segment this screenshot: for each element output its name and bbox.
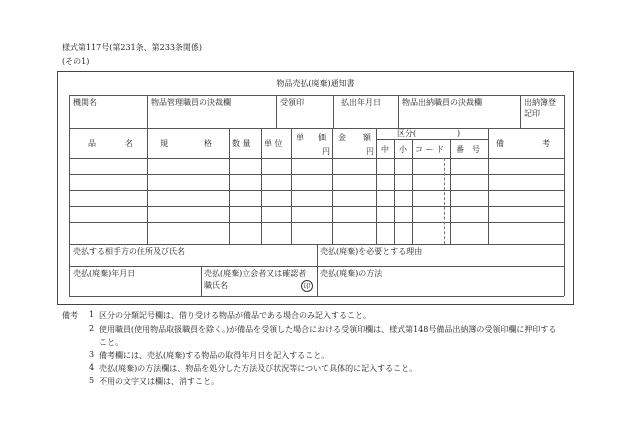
col-category-close: )	[457, 129, 461, 138]
disposal-date-label: 売払(廃棄)年月日	[73, 269, 136, 278]
note-1-num: 1	[89, 310, 95, 319]
col-amount-2: 額	[363, 133, 371, 142]
note-2-num: 2	[89, 324, 95, 333]
col-amount-1: 金	[338, 133, 346, 142]
col-spec-2: 格	[204, 139, 212, 148]
notification-form	[57, 71, 574, 305]
ledger-seal-label-2: 記印	[524, 109, 540, 118]
note-4-text: 売払(廃棄)の方法欄は、物品を処分した方法及び状況等について具体的に記入すること。	[99, 364, 418, 373]
manager-decision-label: 物品管理職員の決裁欄	[151, 98, 231, 107]
form-title: 物品売払(廃棄)通知書	[276, 79, 355, 88]
col-amount-3: 円	[366, 147, 374, 156]
reason-label: 売払(廃棄)を必要とする理由	[320, 247, 423, 256]
witness-label-2: 職氏名	[204, 281, 228, 290]
note-5-num: 5	[89, 376, 95, 385]
issue-date-label: 払出年月日	[341, 98, 381, 107]
col-mid: 中	[381, 145, 389, 154]
buyer-label: 売払する相手方の住所及び氏名	[73, 247, 185, 256]
col-remarks-1: 備	[496, 139, 504, 148]
disbursing-decision-label: 物品出納職員の決裁欄	[402, 98, 482, 107]
col-number: 番 号	[456, 145, 480, 154]
notes-label: 備考	[62, 311, 78, 320]
note-1-text: 区分の分類記号欄は、借り受ける物品が備品である場合のみ記入すること。	[99, 311, 371, 320]
col-remarks-2: 考	[542, 139, 550, 148]
note-2-text: 使用職員(使用物品取扱職員を除く。)が備品を受領した場合における受領印欄は、様式第148号備品出納簿の受領印欄に押印する	[99, 325, 557, 334]
col-category: 区分(	[397, 129, 417, 138]
witness-label-1: 売払(廃棄)立会者又は確認者	[204, 269, 307, 278]
note-5-text: 不用の文字又は欄は、消すこと。	[99, 377, 219, 386]
note-3-num: 3	[89, 350, 95, 359]
form-number: 様式第117号(第231条、第233条関係)	[62, 43, 203, 52]
note-4-num: 4	[89, 363, 95, 372]
ledger-seal-label-1: 出納簿登	[524, 98, 556, 107]
col-name-2: 名	[125, 139, 133, 148]
note-3-text: 備考欄には、売払(廃棄)する物品の取得年月日を記入すること。	[99, 351, 330, 360]
col-spec-1: 規	[160, 139, 168, 148]
agency-name-label: 機関名	[73, 98, 97, 107]
col-unit-price-2: 価	[318, 133, 326, 142]
col-name-1: 品	[88, 139, 96, 148]
seal-icon: 印	[301, 280, 313, 292]
form-part: (その1)	[62, 57, 90, 66]
col-unit-price-3: 円	[322, 147, 330, 156]
method-label: 売払(廃棄)の方法	[320, 269, 383, 278]
col-unit: 単 位	[264, 139, 283, 148]
receipt-seal-label: 受領印	[280, 98, 304, 107]
col-quantity: 数 量	[232, 139, 251, 148]
col-small: 小	[399, 145, 407, 154]
col-unit-price-1: 単	[296, 133, 304, 142]
note-2-continuation: こと。	[99, 338, 123, 347]
col-code: コ ー ド	[415, 145, 445, 154]
